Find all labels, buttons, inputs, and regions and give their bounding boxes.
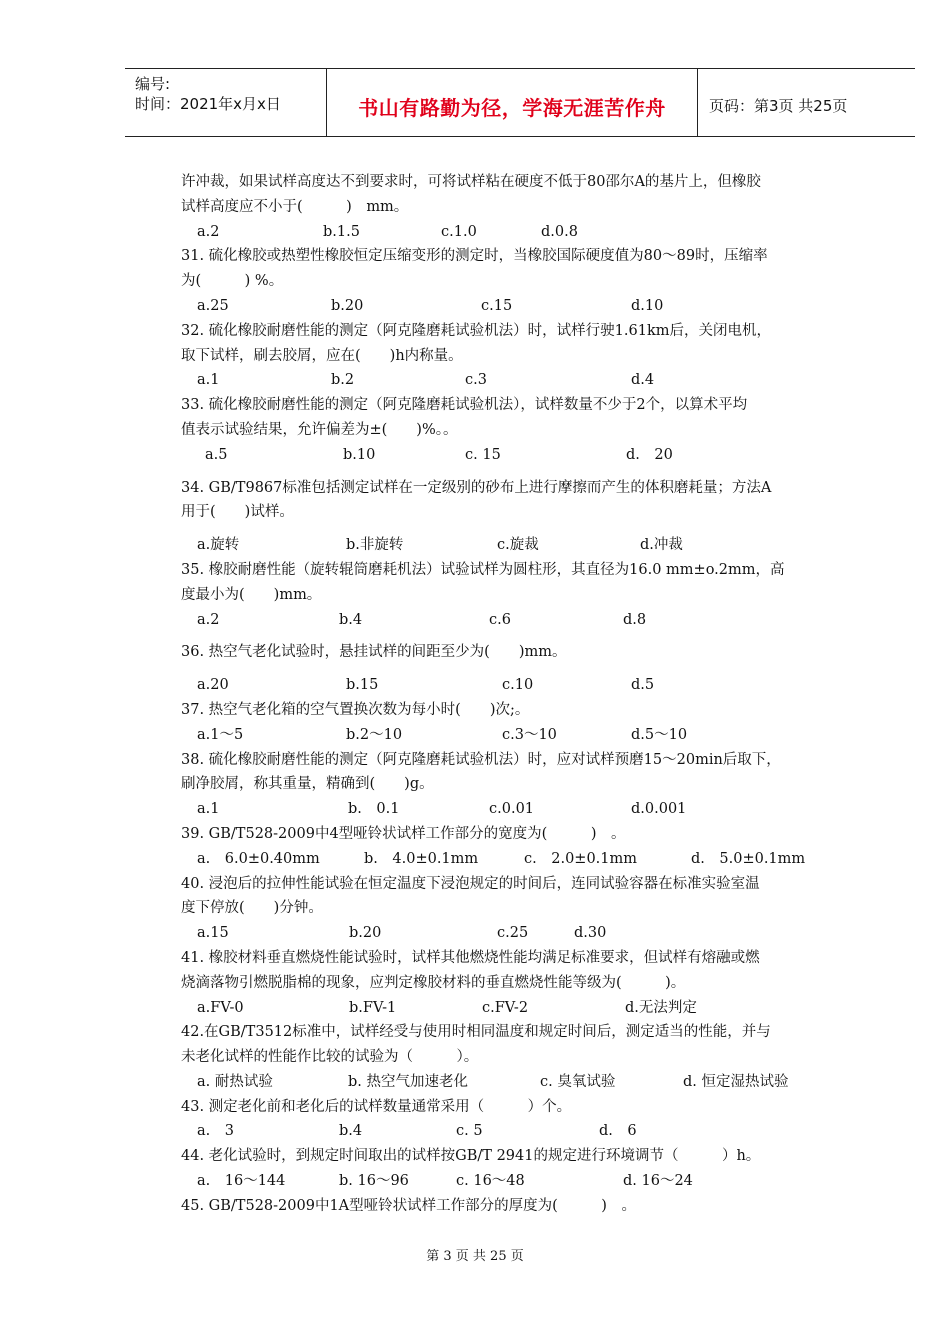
option: a.1 xyxy=(197,372,220,389)
answer-options xyxy=(181,368,871,393)
question-text: 41. 橡胶材料垂直燃烧性能试验时，试样其他燃烧性能均满足标准要求，但试样有熔融或燃 xyxy=(181,949,760,966)
option: d.冲裁 xyxy=(640,537,683,554)
header-meta xyxy=(135,69,325,136)
option: d. 20 xyxy=(626,446,673,463)
answer-options xyxy=(181,673,871,698)
option: a.25 xyxy=(197,297,229,314)
time-label: 时间：2021年x月x日 xyxy=(135,95,281,113)
header-divider xyxy=(697,69,698,136)
option: c. 臭氧试验 xyxy=(540,1073,616,1090)
answer-options xyxy=(181,1169,871,1194)
answer-options xyxy=(181,443,871,468)
option: b.FV-1 xyxy=(349,999,397,1016)
serial-label: 编号: xyxy=(135,75,171,93)
question-list xyxy=(181,170,871,1219)
option: a.2 xyxy=(197,611,220,628)
option: a. 6.0±0.40mm xyxy=(197,850,320,867)
option: b. 0.1 xyxy=(348,801,400,818)
option: a. 16～144 xyxy=(197,1173,286,1190)
option: c.3～10 xyxy=(502,726,557,743)
option: c.25 xyxy=(497,925,529,942)
option: c. 5 xyxy=(456,1123,483,1140)
option: d. 16～24 xyxy=(623,1173,693,1190)
option: b.4 xyxy=(339,1123,363,1140)
option: c.6 xyxy=(489,611,511,628)
option: d.30 xyxy=(574,925,607,942)
option: c.旋裁 xyxy=(497,537,539,554)
question-text-continued: 度最小为( )mm。 xyxy=(181,586,322,603)
question-text: 31. 硫化橡胶或热塑性橡胶恒定压缩变形的测定时，当橡胶国际硬度值为80～89时，压缩率 xyxy=(181,248,768,265)
option: a.旋转 xyxy=(197,537,240,554)
option: c.FV-2 xyxy=(482,999,529,1016)
option: b. 4.0±0.1mm xyxy=(364,850,479,867)
answer-options xyxy=(181,797,871,822)
answer-options xyxy=(181,847,871,872)
intro-line: 试样高度应不小于( ) mm。 xyxy=(181,198,409,215)
option: d.无法判定 xyxy=(625,999,697,1016)
question-text-continued: 度下停放( )分钟。 xyxy=(181,900,323,917)
answer-options xyxy=(181,608,871,633)
option: d.10 xyxy=(631,297,664,314)
header-motto: 书山有路勤为径，学海无涯苦作舟 xyxy=(358,96,666,120)
option: c. 16～48 xyxy=(456,1173,525,1190)
question-text-continued: 用于( )试样。 xyxy=(181,504,294,521)
option: b.2 xyxy=(331,372,355,389)
header-page-info: 页码：第3页 共25页 xyxy=(709,97,848,115)
option: a.20 xyxy=(197,677,229,694)
option: d.8 xyxy=(623,611,647,628)
intro-options xyxy=(181,220,871,245)
question-text: 32. 硫化橡胶耐磨性能的测定（阿克隆磨耗试验机法）时，试样行驶1.61km后，关闭电机， xyxy=(181,322,771,339)
option: c. 2.0±0.1mm xyxy=(524,850,637,867)
question-text-continued: 烧滴落物引燃脱脂棉的现象，应判定橡胶材料的垂直燃烧性能等级为( )。 xyxy=(181,974,686,991)
answer-options xyxy=(181,921,871,946)
question-text: 44. 老化试验时，到规定时间取出的试样按GB/T 2941的规定进行环境调节（ ）h。 xyxy=(181,1148,761,1165)
option: d.5～10 xyxy=(631,726,688,743)
question-text-continued: 为( ) %。 xyxy=(181,273,284,290)
option: b.1.5 xyxy=(323,223,360,240)
option: d. 6 xyxy=(599,1123,637,1140)
option: c.10 xyxy=(502,677,534,694)
page-header xyxy=(125,68,915,137)
option: a. 耐热试验 xyxy=(197,1073,273,1090)
answer-options xyxy=(181,294,871,319)
question-text-continued: 未老化试样的性能作比较的试验为（ ）。 xyxy=(181,1049,479,1066)
option: b.15 xyxy=(346,677,379,694)
question-text-continued: 值表示试验结果，允许偏差为±( )%。。 xyxy=(181,421,458,438)
option: a.2 xyxy=(197,223,220,240)
option: b. 热空气加速老化 xyxy=(348,1073,468,1090)
question-text-continued: 刷净胶屑，称其重量，精确到( )g。 xyxy=(181,776,434,793)
question-text: 40. 浸泡后的拉伸性能试验在恒定温度下浸泡规定的时间后，连同试验容器在标准实验室温 xyxy=(181,875,760,892)
header-motto-cell xyxy=(327,69,697,136)
question-text: 38. 硫化橡胶耐磨性能的测定（阿克隆磨耗试验机法）时，应对试样预磨15～20min后取下， xyxy=(181,751,781,768)
option: a.1 xyxy=(197,801,220,818)
question-text: 45. GB/T528-2009中1A型哑铃状试样工作部分的厚度为( ) 。 xyxy=(181,1197,636,1214)
answer-options xyxy=(181,533,871,558)
question-text: 37. 热空气老化箱的空气置换次数为每小时( )次;。 xyxy=(181,701,530,718)
question-text: 34. GB/T9867标准包括测定试样在一定级别的砂布上进行摩擦而产生的体积磨耗量；方法A xyxy=(181,479,772,496)
option: b.20 xyxy=(331,297,364,314)
question-text: 33. 硫化橡胶耐磨性能的测定（阿克隆磨耗试验机法），试样数量不少于2个，以算术平均 xyxy=(181,397,748,414)
option: a.5 xyxy=(205,446,228,463)
option: b.4 xyxy=(339,611,363,628)
option: a.1～5 xyxy=(197,726,244,743)
option: d.0.001 xyxy=(631,801,687,818)
intro-line: 许冲裁，如果试样高度达不到要求时，可将试样粘在硬度不低于80邵尔A的基片上，但橡胶 xyxy=(181,174,761,190)
question-text: 36. 热空气老化试验时，悬挂试样的间距至少为( )mm。 xyxy=(181,644,567,661)
question-text-continued: 取下试样，刷去胶屑，应在( )h内称量。 xyxy=(181,347,463,364)
option: b.20 xyxy=(349,925,382,942)
option: c.3 xyxy=(465,372,487,389)
option: b. 16～96 xyxy=(339,1173,409,1190)
option: c.1.0 xyxy=(441,223,477,240)
option: c.0.01 xyxy=(489,801,535,818)
page-footer: 第 3 页 共 25 页 xyxy=(426,1249,524,1264)
answer-options xyxy=(181,996,871,1021)
question-text: 43. 测定老化前和老化后的试样数量通常采用（ ）个。 xyxy=(181,1098,572,1115)
option: d. 恒定湿热试验 xyxy=(683,1073,789,1090)
answer-options xyxy=(181,723,871,748)
option: c. 15 xyxy=(465,446,501,463)
answer-options xyxy=(181,1119,871,1144)
option: a.FV-0 xyxy=(197,999,244,1016)
option: b.非旋转 xyxy=(346,537,404,554)
header-page-cell xyxy=(709,69,909,136)
option: c.15 xyxy=(481,297,513,314)
option: d.0.8 xyxy=(541,223,578,240)
option: b.2～10 xyxy=(346,726,403,743)
question-text: 39. GB/T528-2009中4型哑铃状试样工作部分的宽度为( ) 。 xyxy=(181,825,626,842)
question-text: 42.在GB/T3512标准中，试样经受与使用时相同温度和规定时间后，测定适当的性能，并与 xyxy=(181,1024,771,1041)
option: d.4 xyxy=(631,372,655,389)
option: d.5 xyxy=(631,677,655,694)
option: d. 5.0±0.1mm xyxy=(691,850,806,867)
answer-options xyxy=(181,1070,871,1095)
option: b.10 xyxy=(343,446,376,463)
option: a. 3 xyxy=(197,1123,234,1140)
question-text: 35. 橡胶耐磨性能（旋转辊筒磨耗机法）试验试样为圆柱形，其直径为16.0 mm±o.2mm，高 xyxy=(181,561,785,578)
option: a.15 xyxy=(197,925,229,942)
